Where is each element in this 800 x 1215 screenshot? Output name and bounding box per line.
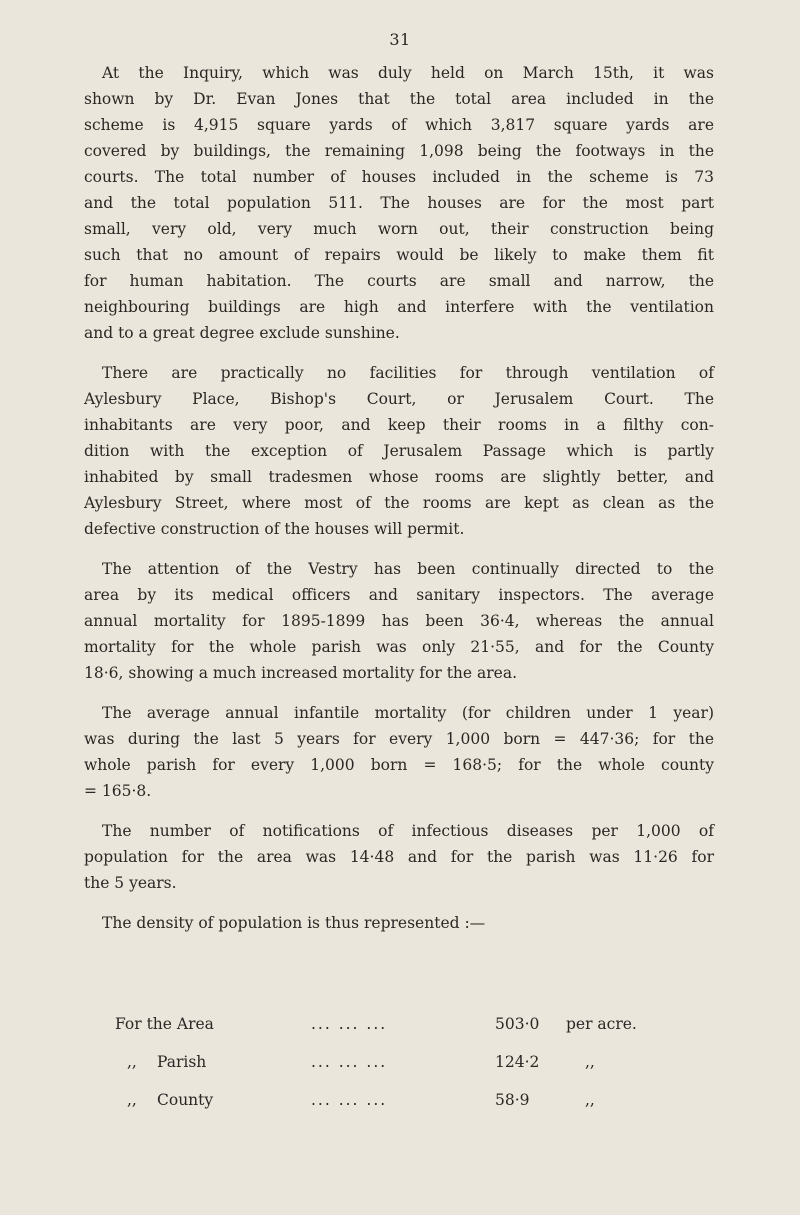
text-line: courts. The total number of houses included in the scheme is 73 — [84, 168, 714, 186]
paragraph-density-intro — [84, 910, 714, 936]
text-line: neighbouring buildings are high and interfere with the ventilation — [84, 298, 714, 316]
density-unit: ,, — [585, 1091, 595, 1109]
paragraph-ventilation — [84, 360, 714, 542]
text-line: such that no amount of repairs would be likely to make them fit — [84, 246, 714, 264]
density-row-county — [115, 1091, 715, 1129]
text-line: the 5 years. — [84, 874, 177, 892]
text-line: inhabited by small tradesmen whose rooms are slightly better, and — [84, 468, 714, 486]
density-table — [115, 1015, 715, 1129]
text-line: covered by buildings, the remaining 1,098 being the footways in the — [84, 142, 714, 160]
density-label: Parish — [157, 1053, 207, 1071]
density-row-parish — [115, 1053, 715, 1091]
leader-dots: ... ... ... — [311, 1053, 388, 1071]
text-line: was during the last 5 years for every 1,000 born = 447·36; for the — [84, 730, 714, 748]
text-line: small, very old, very much worn out, their construction being — [84, 220, 714, 238]
text-line: area by its medical officers and sanitary inspectors. The average — [84, 586, 714, 604]
density-value: 503·0 — [495, 1015, 540, 1033]
text-line: and the total population 511. The houses are for the most part — [84, 194, 714, 212]
ditto-mark: ,, — [127, 1091, 137, 1109]
density-row-area — [115, 1015, 715, 1053]
text-line: The average annual infantile mortality (for children under 1 year) — [102, 704, 714, 722]
text-line: defective construction of the houses will permit. — [84, 520, 465, 538]
text-line: 18·6, showing a much increased mortality for the area. — [84, 664, 517, 682]
text-line: There are practically no facilities for through ventilation of — [102, 364, 714, 382]
density-label: County — [157, 1091, 214, 1109]
text-line: At the Inquiry, which was duly held on March 15th, it was — [102, 64, 714, 82]
text-line: Aylesbury Street, where most of the rooms are kept as clean as the — [84, 494, 714, 512]
text-line: for human habitation. The courts are small and narrow, the — [84, 272, 714, 290]
density-label-group — [127, 1091, 213, 1109]
text-line: shown by Dr. Evan Jones that the total area included in the — [84, 90, 714, 108]
paragraph-mortality — [84, 556, 714, 686]
density-label-group — [127, 1053, 206, 1071]
text-line: and to a great degree exclude sunshine. — [84, 324, 400, 342]
paragraph-infectious-diseases — [84, 818, 714, 896]
text-line: population for the area was 14·48 and for the parish was 11·26 for — [84, 848, 714, 866]
paragraph-inquiry — [84, 60, 714, 346]
paragraph-infantile-mortality — [84, 700, 714, 804]
text-line: whole parish for every 1,000 born = 168·5; for the whole county — [84, 756, 714, 774]
body-text — [84, 60, 714, 950]
text-line: = 165·8. — [84, 782, 152, 800]
leader-dots: ... ... ... — [311, 1015, 388, 1033]
text-line: mortality for the whole parish was only 21·55, and for the County — [84, 638, 714, 656]
text-line: The attention of the Vestry has been continually directed to the — [102, 560, 714, 578]
density-label: For the Area — [115, 1015, 214, 1033]
text-line: Aylesbury Place, Bishop's Court, or Jerusalem Court. The — [84, 390, 714, 408]
text-line: inhabitants are very poor, and keep their rooms in a filthy con- — [84, 416, 714, 434]
text-line: The density of population is thus represented :— — [102, 914, 486, 932]
text-line: The number of notifications of infectious diseases per 1,000 of — [102, 822, 714, 840]
leader-dots: ... ... ... — [311, 1091, 388, 1109]
text-line: scheme is 4,915 square yards of which 3,817 square yards are — [84, 116, 714, 134]
density-unit: per acre. — [566, 1015, 637, 1033]
density-unit: ,, — [585, 1053, 595, 1071]
text-line: annual mortality for 1895-1899 has been 36·4, whereas the annual — [84, 612, 714, 630]
density-value: 124·2 — [495, 1053, 540, 1071]
density-value: 58·9 — [495, 1091, 530, 1109]
text-line: dition with the exception of Jerusalem Passage which is partly — [84, 442, 714, 460]
ditto-mark: ,, — [127, 1053, 137, 1071]
page-number: 31 — [389, 30, 411, 49]
